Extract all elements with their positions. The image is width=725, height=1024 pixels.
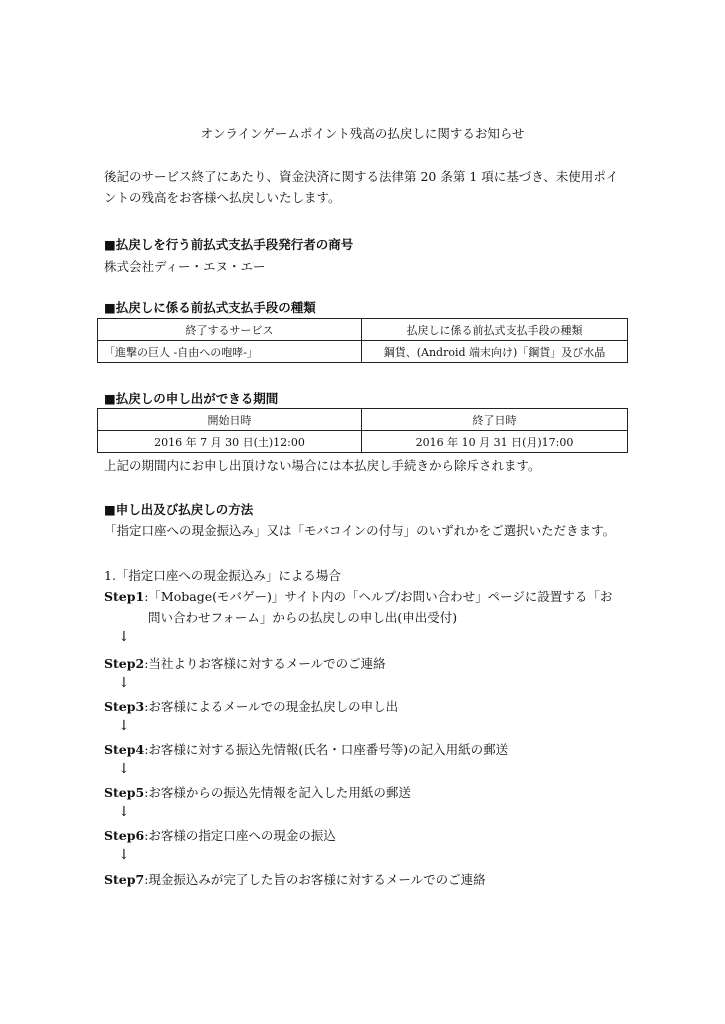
table-header-cell: 終了日時 [362, 409, 628, 431]
step-label: Step3 [104, 699, 145, 714]
down-arrow-icon: ↓ [118, 847, 130, 863]
start-datetime-cell: 2016 年 7 月 30 日(土)12:00 [98, 431, 362, 453]
table-header-row [98, 319, 628, 341]
step-text: :お客様によるメールでの現金払戻しの申し出 [144, 699, 399, 714]
step-text: :お客様からの振込先情報を記入した用紙の郵送 [144, 785, 411, 800]
down-arrow-icon: ↓ [118, 804, 130, 820]
case-1-heading: 1.「指定口座への現金振込み」による場合 [104, 568, 341, 583]
down-arrow-icon: ↓ [118, 629, 130, 645]
document-title: オンラインゲームポイント残高の払戻しに関するお知らせ [200, 126, 525, 141]
step-text: :現金振込みが完了した旨のお客様に対するメールでのご連絡 [144, 872, 486, 887]
step-label: Step2 [104, 656, 145, 671]
issuer-name: 株式会社ディー・エヌ・エー [104, 259, 266, 274]
table-row [98, 431, 628, 453]
method-body: 「指定口座への現金振込み」又は「モバコインの付与」のいずれかをご選択いただきます。 [104, 523, 616, 538]
period-note: 上記の期間内にお申し出頂けない場合には本払戻し手続きから除斥されます。 [104, 458, 541, 473]
service-name-cell: 「進撃の巨人 -自由への咆哮-」 [98, 341, 362, 363]
step-label: Step1 [104, 589, 145, 604]
period-table [97, 408, 628, 453]
end-datetime-cell: 2016 年 10 月 31 日(月)17:00 [362, 431, 628, 453]
intro-line-1: 後記のサービス終了にあたり、資金決済に関する法律第 20 条第 1 項に基づき、未使用ポイ [104, 169, 619, 184]
step-5 [104, 783, 411, 801]
step-4 [104, 740, 508, 758]
step-6 [104, 826, 336, 844]
step-text: :お客様に対する振込先情報(氏名・口座番号等)の記入用紙の郵送 [144, 742, 509, 757]
payment-type-cell: 鋼貨、(Android 端末向け)「鋼貨」及び水晶 [362, 341, 628, 363]
step-label: Step5 [104, 785, 145, 800]
issuer-heading: ■払戻しを行う前払式支払手段発行者の商号 [104, 237, 354, 252]
step-label: Step4 [104, 742, 145, 757]
down-arrow-icon: ↓ [118, 718, 130, 734]
step-1 [104, 587, 612, 605]
step-7 [104, 870, 486, 888]
step-text: :お客様の指定口座への現金の振込 [144, 828, 336, 843]
period-heading: ■払戻しの申し出ができる期間 [104, 391, 279, 406]
step-text: :「Mobage(モバゲー)」サイト内の「ヘルプ/お問い合わせ」ページに設置する「お [144, 589, 613, 604]
table-header-row [98, 409, 628, 431]
method-heading: ■申し出及び払戻しの方法 [104, 502, 254, 517]
down-arrow-icon: ↓ [118, 761, 130, 777]
step-2 [104, 654, 386, 672]
step-label: Step7 [104, 872, 145, 887]
payment-type-heading: ■払戻しに係る前払式支払手段の種類 [104, 300, 316, 315]
table-header-cell: 終了するサービス [98, 319, 362, 341]
intro-line-2: ントの残高をお客様へ払戻しいたします。 [104, 190, 341, 205]
down-arrow-icon: ↓ [118, 675, 130, 691]
payment-type-table [97, 318, 628, 363]
step-text: :当社よりお客様に対するメールでのご連絡 [144, 656, 386, 671]
step-3 [104, 697, 398, 715]
step-1-continued: 問い合わせフォーム」からの払戻しの申し出(申出受付) [148, 610, 458, 625]
table-row [98, 341, 628, 363]
table-header-cell: 払戻しに係る前払式支払手段の種類 [362, 319, 628, 341]
step-label: Step6 [104, 828, 145, 843]
table-header-cell: 開始日時 [98, 409, 362, 431]
